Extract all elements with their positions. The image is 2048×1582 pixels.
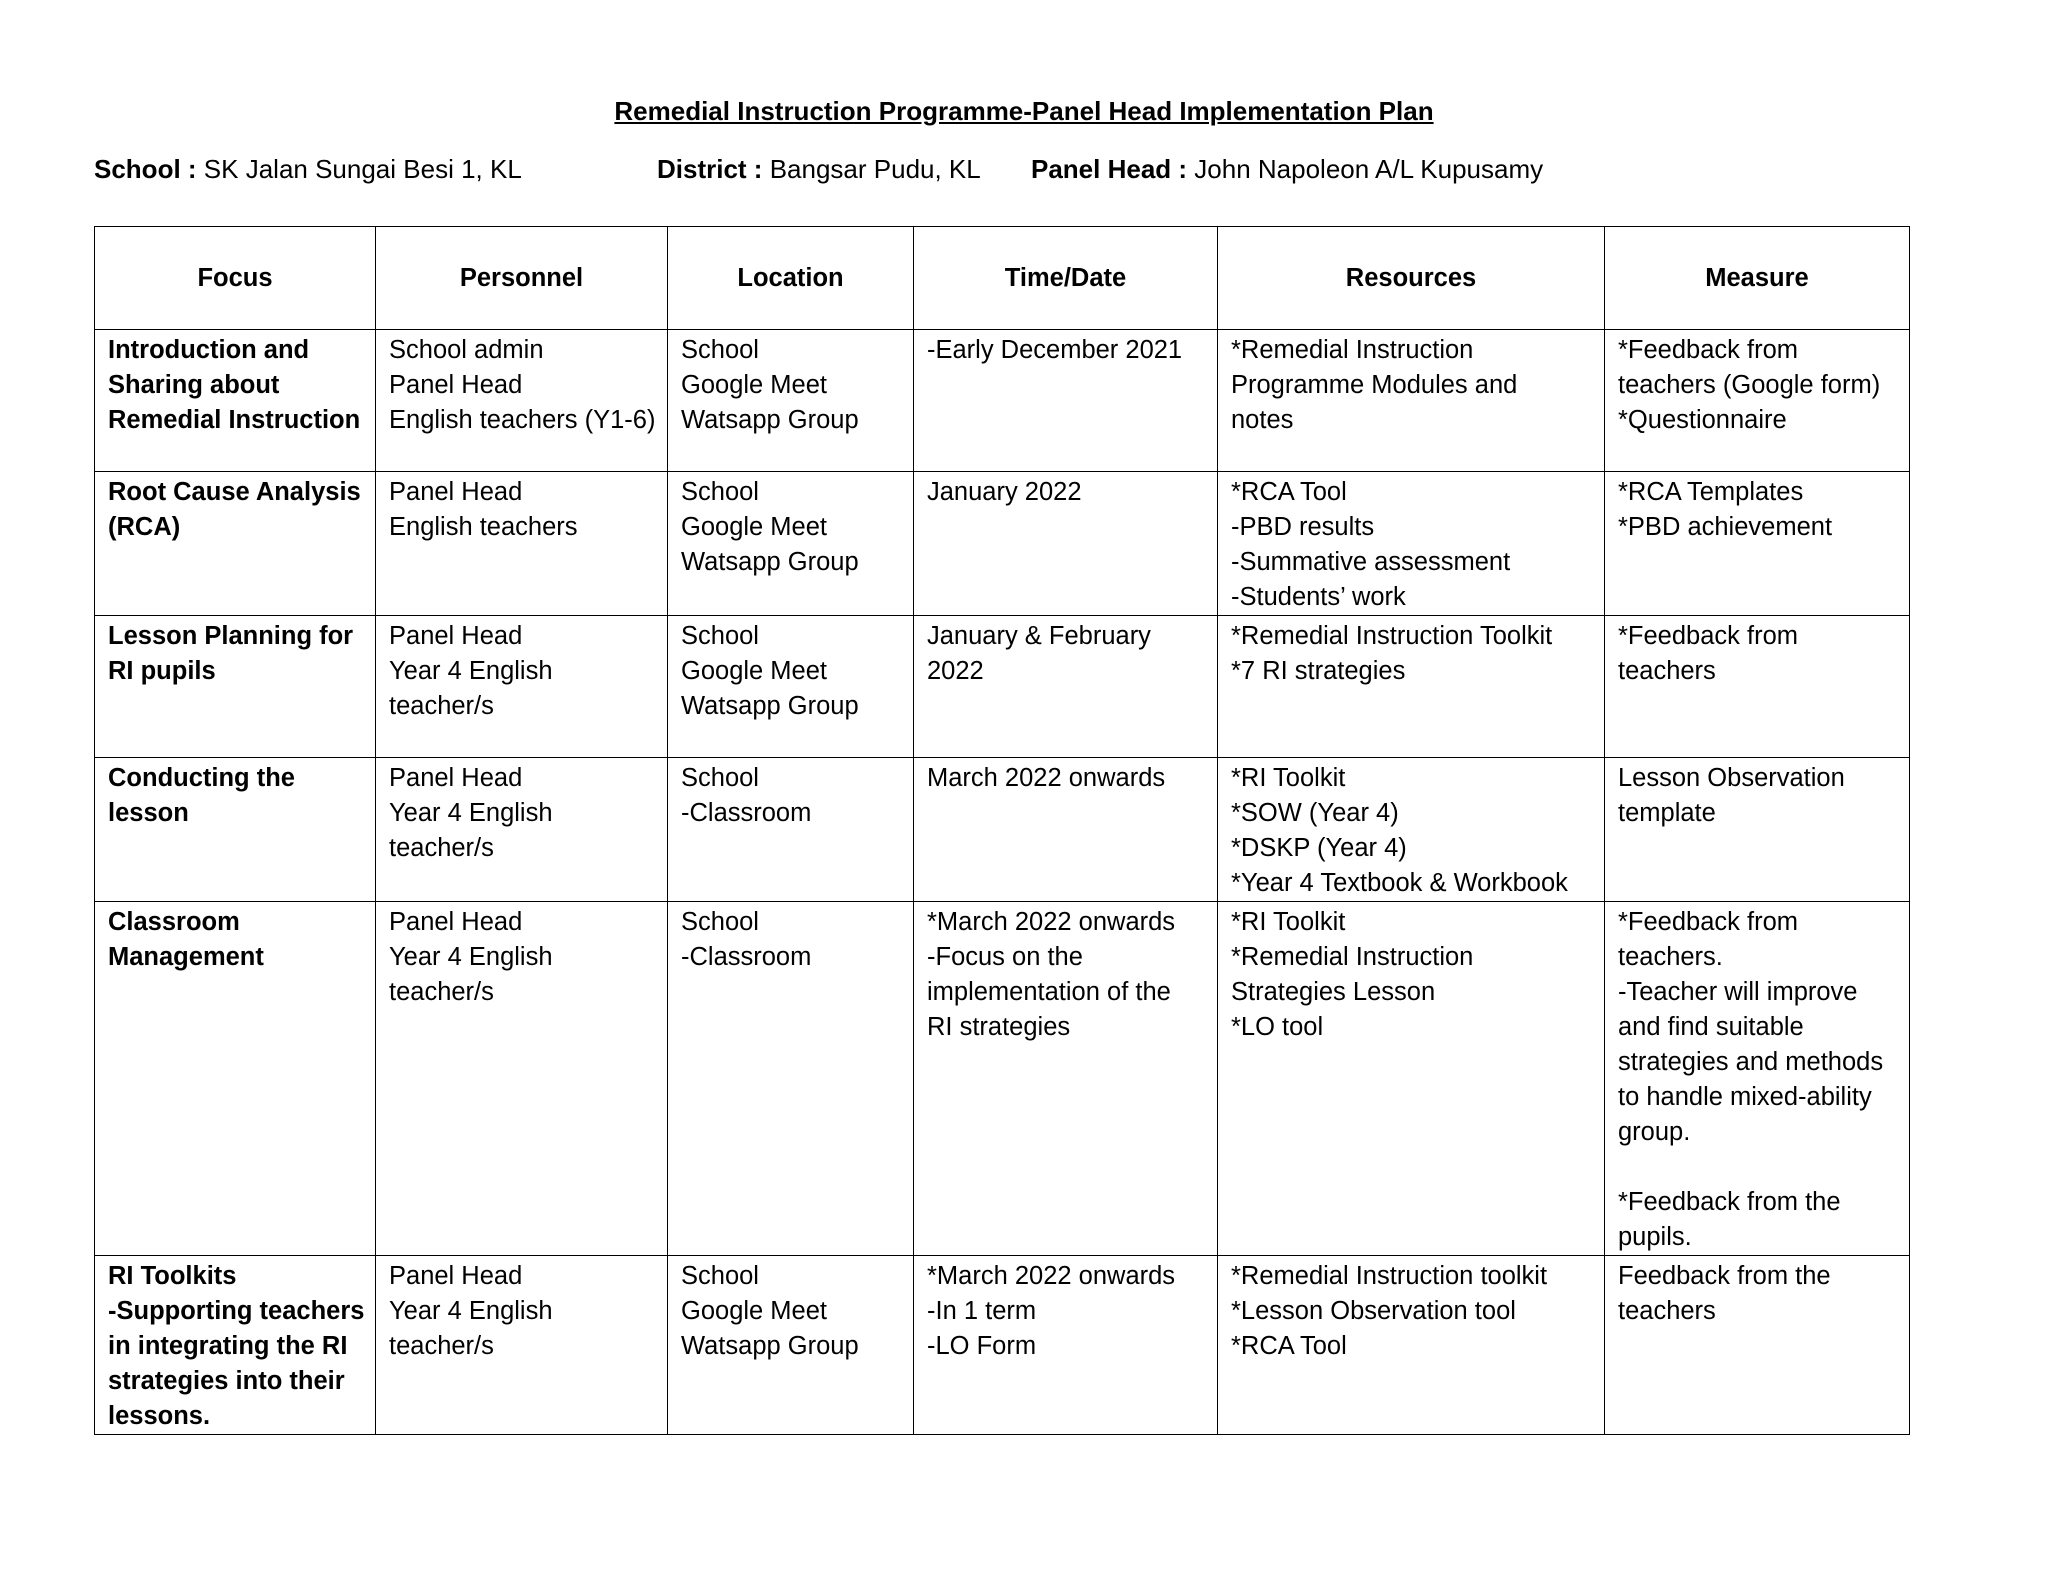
cell-line: in integrating the RI	[108, 1332, 348, 1360]
location-cell	[668, 472, 914, 616]
cell-line: *RCA Tool	[1231, 1332, 1347, 1360]
measure-cell	[1605, 758, 1910, 902]
school-value: SK Jalan Sungai Besi 1, KL	[203, 154, 522, 184]
cell-line: notes	[1231, 406, 1294, 434]
cell-line: *March 2022 onwards	[927, 908, 1176, 936]
table-row	[95, 902, 1910, 1256]
cell-line: January 2022	[927, 478, 1082, 506]
cell-line: January & February	[927, 622, 1151, 650]
blank-line	[1618, 1150, 1897, 1185]
cell-line: Watsapp Group	[681, 548, 859, 576]
cell-line: Root Cause Analysis	[108, 478, 361, 506]
cell-line: teachers (Google form)	[1618, 371, 1881, 399]
location-cell	[668, 758, 914, 902]
cell-line: *Year 4 Textbook & Workbook	[1231, 869, 1568, 897]
cell-line: *RCA Templates	[1618, 478, 1804, 506]
time-date-cell	[914, 1256, 1218, 1435]
cell-line: *7 RI strategies	[1231, 657, 1406, 685]
cell-line: -Teacher will improve	[1618, 978, 1858, 1006]
cell-line: Google Meet	[681, 371, 828, 399]
cell-line: 2022	[927, 657, 984, 685]
cell-line: *Remedial Instruction Toolkit	[1231, 622, 1553, 650]
table-row	[95, 1256, 1910, 1435]
cell-line: Panel Head	[389, 908, 523, 936]
time-date-cell	[914, 472, 1218, 616]
cell-line: teachers.	[1618, 943, 1723, 971]
cell-line: lessons.	[108, 1402, 211, 1430]
cell-line: Year 4 English	[389, 799, 553, 827]
focus-cell	[95, 616, 376, 758]
school-info	[94, 154, 522, 185]
cell-line: Panel Head	[389, 371, 523, 399]
cell-line: *RI Toolkit	[1231, 764, 1346, 792]
resources-cell	[1218, 902, 1605, 1256]
location-cell	[668, 330, 914, 472]
cell-line: Remedial Instruction	[108, 406, 361, 434]
cell-line: -Summative assessment	[1231, 548, 1511, 576]
cell-line: Management	[108, 943, 264, 971]
cell-line: teachers	[1618, 657, 1716, 685]
cell-line: School	[681, 764, 759, 792]
cell-line: teacher/s	[389, 978, 494, 1006]
cell-line: *Feedback from	[1618, 622, 1798, 650]
cell-line: Panel Head	[389, 478, 523, 506]
district-label: District :	[657, 154, 763, 184]
cell-line: *Questionnaire	[1618, 406, 1787, 434]
cell-line: teacher/s	[389, 1332, 494, 1360]
personnel-cell	[376, 330, 668, 472]
cell-line: teacher/s	[389, 834, 494, 862]
cell-line: and find suitable	[1618, 1013, 1804, 1041]
table-header-row	[95, 227, 1910, 330]
cell-line: Conducting the	[108, 764, 295, 792]
personnel-cell	[376, 758, 668, 902]
time-date-cell	[914, 902, 1218, 1256]
cell-line: -In 1 term	[927, 1297, 1037, 1325]
district-value: Bangsar Pudu, KL	[769, 154, 981, 184]
cell-line: School	[681, 478, 759, 506]
table-row	[95, 758, 1910, 902]
focus-cell	[95, 330, 376, 472]
time-date-cell	[914, 616, 1218, 758]
cell-line: Panel Head	[389, 764, 523, 792]
header-personnel: Personnel	[376, 227, 668, 330]
cell-line: Programme Modules and	[1231, 371, 1518, 399]
cell-line: *March 2022 onwards	[927, 1262, 1176, 1290]
cell-line: RI Toolkits	[108, 1262, 237, 1290]
cell-line: Watsapp Group	[681, 1332, 859, 1360]
cell-line: School	[681, 908, 759, 936]
header-time-date: Time/Date	[914, 227, 1218, 330]
focus-cell	[95, 902, 376, 1256]
cell-line: -Early December 2021	[927, 336, 1183, 364]
cell-line: Lesson Observation	[1618, 764, 1845, 792]
cell-line: Year 4 English	[389, 1297, 553, 1325]
cell-line: Classroom	[108, 908, 240, 936]
focus-cell	[95, 758, 376, 902]
header-resources: Resources	[1218, 227, 1605, 330]
cell-line: *Feedback from	[1618, 336, 1798, 364]
cell-line: *SOW (Year 4)	[1231, 799, 1399, 827]
cell-line: Year 4 English	[389, 943, 553, 971]
time-date-cell	[914, 330, 1218, 472]
cell-line: Panel Head	[389, 622, 523, 650]
cell-line: Watsapp Group	[681, 692, 859, 720]
cell-line: (RCA)	[108, 513, 181, 541]
table-row	[95, 472, 1910, 616]
cell-line: strategies into their	[108, 1367, 345, 1395]
cell-line: Introduction and	[108, 336, 310, 364]
cell-line: -Supporting teachers	[108, 1297, 365, 1325]
cell-line: March 2022 onwards	[927, 764, 1166, 792]
personnel-cell	[376, 1256, 668, 1435]
personnel-cell	[376, 616, 668, 758]
cell-line: Watsapp Group	[681, 406, 859, 434]
cell-line: pupils.	[1618, 1223, 1692, 1251]
cell-line: RI strategies	[927, 1013, 1071, 1041]
cell-line: strategies and methods	[1618, 1048, 1884, 1076]
cell-line: *DSKP (Year 4)	[1231, 834, 1407, 862]
implementation-plan-table	[94, 226, 1910, 1435]
header-measure: Measure	[1605, 227, 1910, 330]
cell-line: -Classroom	[681, 799, 812, 827]
header-focus: Focus	[95, 227, 376, 330]
document-title: Remedial Instruction Programme-Panel Head Implementation Plan	[614, 96, 1434, 126]
cell-line: *RCA Tool	[1231, 478, 1347, 506]
measure-cell	[1605, 616, 1910, 758]
table-row	[95, 616, 1910, 758]
cell-line: -PBD results	[1231, 513, 1375, 541]
cell-line: *Lesson Observation tool	[1231, 1297, 1516, 1325]
cell-line: implementation of the	[927, 978, 1171, 1006]
cell-line: -Classroom	[681, 943, 812, 971]
cell-line: teacher/s	[389, 692, 494, 720]
cell-line: *Remedial Instruction	[1231, 943, 1474, 971]
panel-head-info	[1031, 154, 1543, 185]
cell-line: -Focus on the	[927, 943, 1083, 971]
cell-line: *PBD achievement	[1618, 513, 1833, 541]
cell-line: Sharing about	[108, 371, 280, 399]
cell-line: Google Meet	[681, 513, 828, 541]
measure-cell	[1605, 902, 1910, 1256]
measure-cell	[1605, 472, 1910, 616]
cell-line: English teachers	[389, 513, 578, 541]
cell-line: to handle mixed-ability	[1618, 1083, 1872, 1111]
measure-cell	[1605, 330, 1910, 472]
personnel-cell	[376, 472, 668, 616]
time-date-cell	[914, 758, 1218, 902]
cell-line: RI pupils	[108, 657, 216, 685]
resources-cell	[1218, 472, 1605, 616]
cell-line: Strategies Lesson	[1231, 978, 1436, 1006]
cell-line: Year 4 English	[389, 657, 553, 685]
resources-cell	[1218, 1256, 1605, 1435]
resources-cell	[1218, 758, 1605, 902]
focus-cell	[95, 1256, 376, 1435]
cell-line: Feedback from the	[1618, 1262, 1831, 1290]
focus-cell	[95, 472, 376, 616]
cell-line: lesson	[108, 799, 189, 827]
location-cell	[668, 902, 914, 1256]
table-row	[95, 330, 1910, 472]
school-label: School :	[94, 154, 197, 184]
cell-line: group.	[1618, 1118, 1691, 1146]
resources-cell	[1218, 330, 1605, 472]
cell-line: teachers	[1618, 1297, 1716, 1325]
cell-line: -LO Form	[927, 1332, 1037, 1360]
cell-line: *Remedial Instruction toolkit	[1231, 1262, 1548, 1290]
panel-head-value: John Napoleon A/L Kupusamy	[1194, 154, 1544, 184]
cell-line: *Remedial Instruction	[1231, 336, 1474, 364]
cell-line: template	[1618, 799, 1716, 827]
cell-line: *RI Toolkit	[1231, 908, 1346, 936]
location-cell	[668, 1256, 914, 1435]
cell-line: Google Meet	[681, 657, 828, 685]
resources-cell	[1218, 616, 1605, 758]
cell-line: *Feedback from the	[1618, 1188, 1841, 1216]
measure-cell	[1605, 1256, 1910, 1435]
cell-line: School	[681, 336, 759, 364]
cell-line: English teachers (Y1-6)	[389, 406, 656, 434]
cell-line: -Students’ work	[1231, 583, 1406, 611]
cell-line: *Feedback from	[1618, 908, 1798, 936]
location-cell	[668, 616, 914, 758]
cell-line: School admin	[389, 336, 544, 364]
district-info	[657, 154, 981, 185]
cell-line: Lesson Planning for	[108, 622, 354, 650]
cell-line: School	[681, 1262, 759, 1290]
cell-line: *LO tool	[1231, 1013, 1324, 1041]
cell-line: School	[681, 622, 759, 650]
panel-head-label: Panel Head :	[1031, 154, 1188, 184]
header-location: Location	[668, 227, 914, 330]
cell-line: Panel Head	[389, 1262, 523, 1290]
cell-line: Google Meet	[681, 1297, 828, 1325]
personnel-cell	[376, 902, 668, 1256]
